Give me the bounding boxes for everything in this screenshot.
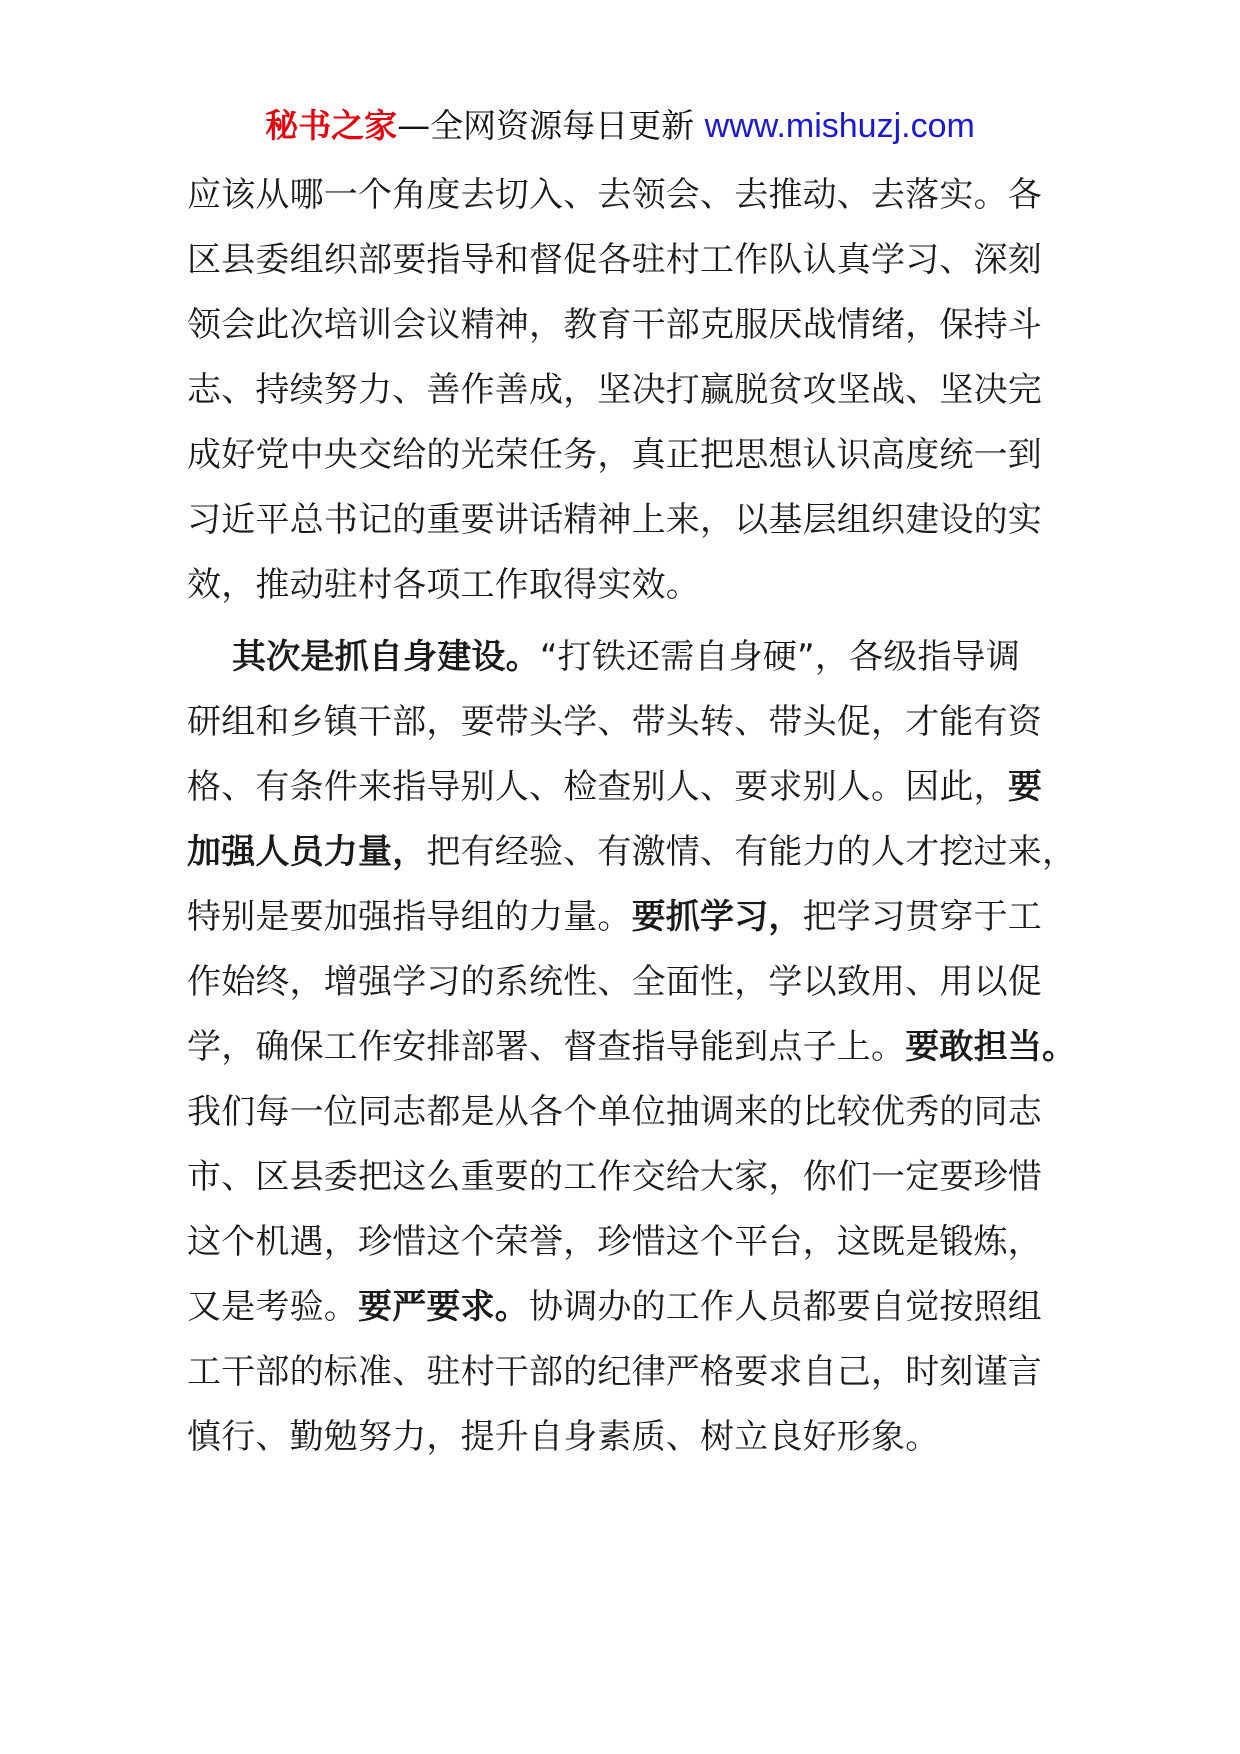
paragraph-line bbox=[187, 820, 1077, 885]
text-run: 把学习贯穿于工 bbox=[802, 897, 1043, 937]
paragraph-2 bbox=[187, 625, 1077, 1470]
text-run: “打铁还需自身硬”，各级指导调 bbox=[539, 637, 1021, 677]
paragraph-line: 区县委组织部要指导和督促各驻村工作队认真学习、深刻 bbox=[187, 240, 1042, 280]
text-run: 特别是要加强指导组的力量。 bbox=[187, 897, 632, 937]
paragraph-1 bbox=[187, 163, 1073, 618]
paragraph-line: 志、持续努力、善作善成，坚决打赢脱贫攻坚战、坚决完 bbox=[187, 370, 1042, 410]
paragraph-line: 应该从哪一个角度去切入、去领会、去推动、去落实。各 bbox=[187, 175, 1042, 215]
paragraph-line: 这个机遇，珍惜这个荣誉，珍惜这个平台，这既是锻炼， bbox=[187, 1222, 1042, 1262]
paragraph-line: 我们每一位同志都是从各个单位抽调来的比较优秀的同志 bbox=[187, 1092, 1042, 1132]
paragraph-line bbox=[187, 1015, 1077, 1080]
bold-phrase: 要抓学习， bbox=[631, 897, 803, 937]
bold-phrase: 要 bbox=[1007, 767, 1043, 807]
bold-phrase: 要严要求。 bbox=[358, 1287, 529, 1327]
paragraph-line bbox=[187, 1275, 1073, 1340]
text-run: 协调办的工作人员都要自觉按照组 bbox=[529, 1287, 1042, 1327]
paragraph-line bbox=[187, 755, 1073, 820]
document-body bbox=[187, 163, 1077, 1470]
bold-phrase: 加强人员力量， bbox=[187, 832, 427, 872]
paragraph-line: 习近平总书记的重要讲话精神上来，以基层组织建设的实 bbox=[187, 500, 1042, 540]
paragraph-line bbox=[187, 885, 1073, 950]
paragraph-line: 研组和乡镇干部，要带头学、带头转、带头促，才能有资 bbox=[187, 702, 1042, 742]
site-header bbox=[0, 100, 1240, 152]
paragraph-line: 市、区县委把这么重要的工作交给大家，你们一定要珍惜 bbox=[187, 1157, 1042, 1197]
paragraph-line bbox=[187, 625, 1073, 690]
paragraph-line: 慎行、勤勉努力，提升自身素质、树立良好形象。 bbox=[187, 1417, 940, 1457]
paragraph-line: 成好党中央交给的光荣任务，真正把思想认识高度统一到 bbox=[187, 435, 1042, 475]
header-tagline: —全网资源每日更新 bbox=[397, 106, 695, 145]
text-run: 又是考验。 bbox=[187, 1287, 358, 1327]
text-run: 学，确保工作安排部署、督查指导能到点子上。 bbox=[187, 1027, 906, 1067]
paragraph-line: 作始终，增强学习的系统性、全面性，学以致用、用以促 bbox=[187, 962, 1042, 1002]
brand-name: 秘书之家 bbox=[265, 106, 398, 145]
paragraph-line: 领会此次培训会议精神，教育干部克服厌战情绪，保持斗 bbox=[187, 305, 1042, 345]
paragraph-line: 工干部的标准、驻村干部的纪律严格要求自己，时刻谨言 bbox=[187, 1352, 1042, 1392]
text-run: 格、有条件来指导别人、检查别人、要求别人。因此， bbox=[187, 767, 1008, 807]
site-url-link[interactable]: www.mishuzj.com bbox=[704, 107, 975, 145]
bold-heading: 其次是抓自身建设。 bbox=[232, 637, 540, 677]
text-run: 把有经验、有激情、有能力的人才挖过来， bbox=[426, 832, 1077, 872]
bold-phrase: 要敢担当。 bbox=[905, 1027, 1077, 1067]
paragraph-line: 效，推动驻村各项工作取得实效。 bbox=[187, 565, 700, 605]
